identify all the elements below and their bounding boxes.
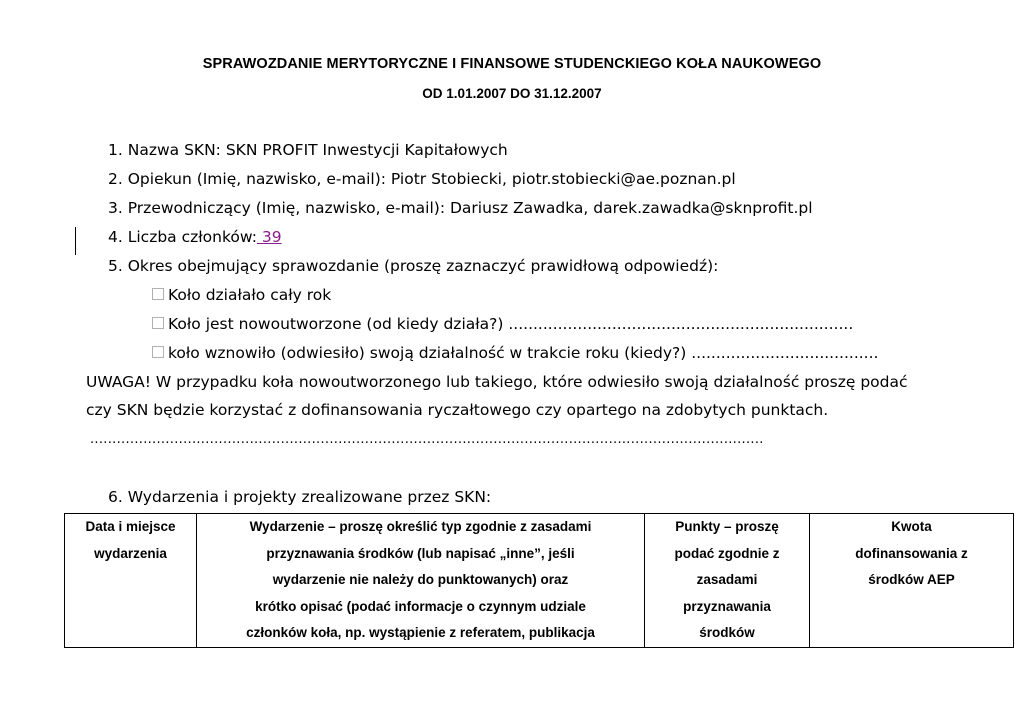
header-line: krótko opisać (podać informacje o czynnym udziale — [255, 598, 586, 614]
header-line: środków — [699, 625, 755, 640]
events-table — [64, 513, 1014, 648]
header-line: dofinansowania z — [855, 545, 968, 561]
header-line: Punkty – proszę — [675, 519, 779, 534]
header-line: Data i miejsce — [85, 519, 176, 534]
header-line: podać zgodnie z — [674, 545, 780, 561]
item-number: 4. — [108, 228, 123, 246]
header-points — [645, 514, 810, 648]
item-text: Wydarzenia i projekty zrealizowane przez SKN: — [127, 488, 492, 506]
note-line-1: UWAGA! W przypadku koła nowoutworzonego lub takiego, które odwiesiło swoją działalność proszę podać — [86, 373, 908, 391]
header-line: środków AEP — [868, 572, 955, 587]
note-dots: ........................................................................................................................................................ — [90, 432, 764, 447]
member-count-value: 39 — [256, 228, 282, 246]
header-line: zasadami — [696, 572, 758, 587]
header-line: wydarzenia — [94, 545, 167, 561]
option-new[interactable] — [152, 314, 853, 334]
header-line: członków koła, np. wystąpienie z referatem, publikacja — [246, 625, 595, 640]
option-resumed[interactable] — [152, 343, 878, 363]
header-line: Wydarzenie – proszę określić typ zgodnie z zasadami — [249, 519, 592, 534]
option-label: koło wznowiło (odwiesiło) swoją działalność w trakcie roku (kiedy?) ...................................... — [168, 344, 879, 362]
item-supervisor — [108, 169, 736, 189]
table-header-row — [65, 514, 1014, 648]
option-full-year[interactable] — [152, 285, 331, 305]
item-period — [108, 256, 718, 276]
note-line-2: czy SKN będzie korzystać z dofinansowania ryczałtowego czy opartego na zdobytych punktach. — [86, 401, 829, 419]
checkbox-icon[interactable] — [152, 346, 164, 358]
item-text: Opiekun (Imię, nazwisko, e-mail): Piotr Stobiecki, piotr.stobiecki@ae.poznan.pl — [127, 170, 736, 188]
header-line: wydarzenie nie należy do punktowanych) oraz — [272, 572, 569, 587]
option-label: Koło działało cały rok — [168, 286, 332, 304]
report-period: OD 1.01.2007 DO 31.12.2007 — [422, 86, 602, 101]
item-text: Liczba członków: — [127, 228, 257, 246]
item-number: 3. — [108, 199, 123, 217]
revision-bar — [75, 227, 76, 255]
section-events — [108, 487, 491, 507]
item-text: Nazwa SKN: SKN PROFIT Inwestycji Kapitałowych — [127, 141, 508, 159]
item-number: 1. — [108, 141, 123, 159]
header-line: przyznawania środków (lub napisać „inne”, jeśli — [266, 545, 575, 561]
item-number: 6. — [108, 488, 123, 506]
item-text: Przewodniczący (Imię, nazwisko, e-mail): Dariusz Zawadka, darek.zawadka@sknprofit.pl — [127, 199, 813, 217]
checkbox-icon[interactable] — [152, 317, 164, 329]
option-label: Koło jest nowoutworzone (od kiedy działa?) ...................................................................... — [168, 315, 854, 333]
header-amount — [810, 514, 1014, 648]
header-event — [197, 514, 645, 648]
item-number: 2. — [108, 170, 123, 188]
header-line: przyznawania — [683, 598, 771, 614]
item-member-count — [108, 227, 282, 247]
checkbox-icon[interactable] — [152, 288, 164, 300]
item-skn-name — [108, 140, 508, 160]
item-chairman — [108, 198, 813, 218]
header-date-place — [65, 514, 197, 648]
item-text: Okres obejmujący sprawozdanie (proszę zaznaczyć prawidłową odpowiedź): — [127, 257, 719, 275]
item-number: 5. — [108, 257, 123, 275]
report-title: SPRAWOZDANIE MERYTORYCZNE I FINANSOWE STUDENCKIEGO KOŁA NAUKOWEGO — [202, 56, 822, 72]
header-line: Kwota — [891, 519, 932, 534]
